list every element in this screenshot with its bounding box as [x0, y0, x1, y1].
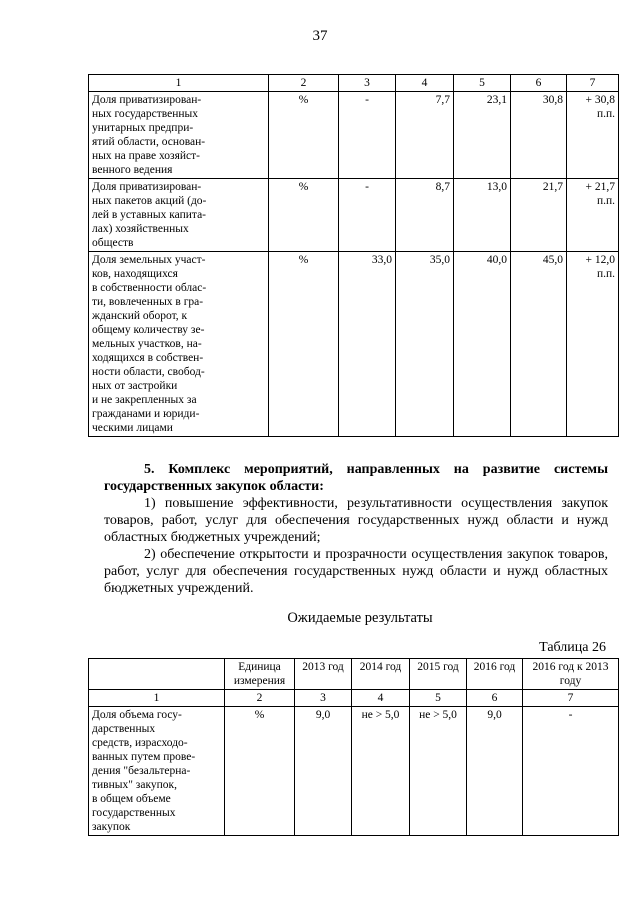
unit-cell: %: [269, 179, 339, 252]
row-label: Доля приватизирован- ных пакетов акций (до- лей в уставных капита- лах) хозяйственных обществ: [89, 179, 269, 252]
column-number: 3: [339, 75, 396, 92]
change-cell: -: [523, 707, 619, 836]
value-cell: 13,0: [454, 179, 511, 252]
page-number: 37: [312, 28, 328, 44]
value-cell: 35,0: [396, 252, 454, 437]
column-number: 3: [295, 690, 352, 707]
column-number: 4: [352, 690, 410, 707]
table-row: [89, 179, 619, 252]
section-item-2: 2) обеспечение открытости и прозрачности осуществления закупок товаров, работ, услуг для обеспечения государственных нужд области и нужд областных бюджетных учреждений.: [104, 547, 608, 596]
table-header-row: [89, 659, 619, 690]
column-number: 1: [89, 690, 225, 707]
column-number-row: [89, 690, 619, 707]
change-cell: + 21,7 п.п.: [567, 179, 619, 252]
value-cell: 33,0: [339, 252, 396, 437]
header-cell: 2016 год к 2013 году: [523, 659, 619, 690]
value-cell: не > 5,0: [352, 707, 410, 836]
value-cell: 23,1: [454, 92, 511, 179]
column-number: 2: [269, 75, 339, 92]
section-item-1: 1) повышение эффективности, результативности осуществления закупок товаров, работ, услуг для обеспечения государственных нужд области и нужд областных бюджетных учреждений;: [104, 496, 608, 545]
header-cell: 2014 год: [352, 659, 410, 690]
value-cell: -: [339, 92, 396, 179]
change-cell: + 30,8 п.п.: [567, 92, 619, 179]
value-cell: 21,7: [511, 179, 567, 252]
column-number: 4: [396, 75, 454, 92]
value-cell: 30,8: [511, 92, 567, 179]
change-cell: + 12,0 п.п.: [567, 252, 619, 437]
value-cell: 9,0: [467, 707, 523, 836]
unit-cell: %: [269, 92, 339, 179]
column-number: 1: [89, 75, 269, 92]
value-cell: 40,0: [454, 252, 511, 437]
value-cell: 9,0: [295, 707, 352, 836]
column-number: 5: [410, 690, 467, 707]
header-cell: 2013 год: [295, 659, 352, 690]
value-cell: -: [339, 179, 396, 252]
section-5: [104, 461, 608, 597]
unit-cell: %: [225, 707, 295, 836]
row-label: Доля приватизирован- ных государственных унитарных предпри- ятий области, основан- ных на праве хозяйст- венного ведения: [89, 92, 269, 179]
column-number: 6: [467, 690, 523, 707]
row-label: Доля объема госу- дарственных средств, израсходо- ванных путем прове- дения "безальтерна- тивных" закупок, в общем объеме государственных закупок: [89, 707, 225, 836]
column-number: 6: [511, 75, 567, 92]
table-label: Таблица 26: [539, 640, 606, 655]
expected-results-table: [88, 658, 619, 836]
table-row: [89, 92, 619, 179]
row-label: Доля земельных участ- ков, находящихся в собственности облас- ти, вовлеченных в гра- жданский оборот, к общему количеству зе- мельных участков, на- ходящихся в собствен- ности области, свобод- ных от застройки и не закрепленных за гражданами и юриди- ческими лицами: [89, 252, 269, 437]
header-cell: 2015 год: [410, 659, 467, 690]
column-number: 5: [454, 75, 511, 92]
header-cell: 2016 год: [467, 659, 523, 690]
expected-results-title: Ожидаемые результаты: [287, 610, 433, 626]
unit-cell: %: [269, 252, 339, 437]
table-header-row: [89, 75, 619, 92]
table-row: [89, 252, 619, 437]
value-cell: 7,7: [396, 92, 454, 179]
value-cell: не > 5,0: [410, 707, 467, 836]
value-cell: 45,0: [511, 252, 567, 437]
table-row: [89, 707, 619, 836]
column-number: 7: [567, 75, 619, 92]
header-cell: Единица измерения: [225, 659, 295, 690]
section-heading: 5. Комплекс мероприятий, направленных на развитие системы государственных закупок области:: [104, 462, 608, 494]
column-number: 7: [523, 690, 619, 707]
privatization-table: [88, 74, 619, 437]
column-number: 2: [225, 690, 295, 707]
header-cell: [89, 659, 225, 690]
value-cell: 8,7: [396, 179, 454, 252]
